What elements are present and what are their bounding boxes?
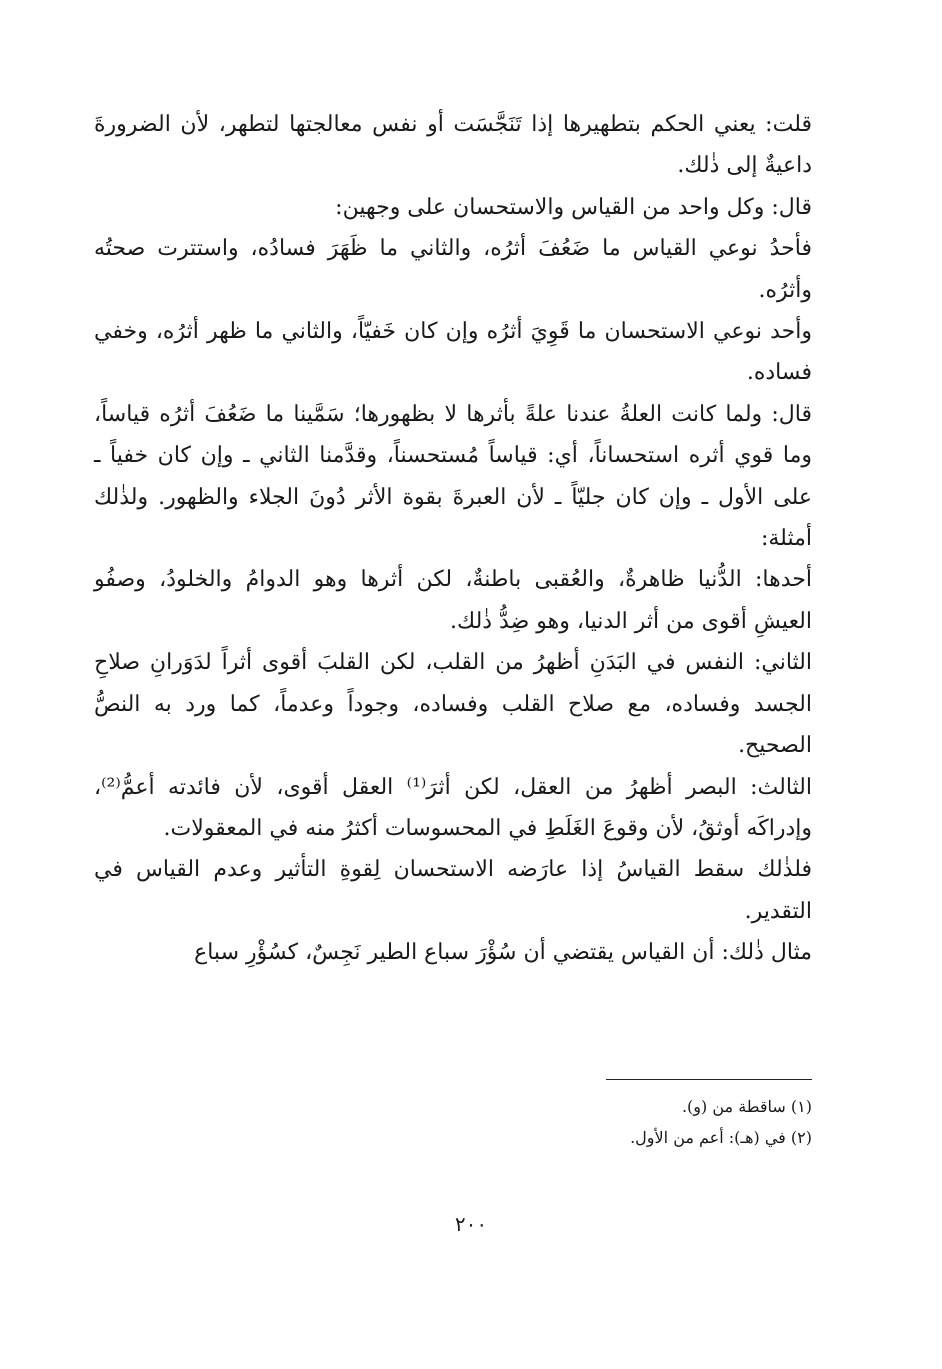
paragraph: وأحد نوعي الاستحسان ما قَوِيَ أثرُه وإن كان خَفيّاً، والثاني ما ظهر أثرُه، وخفي فساده. <box>94 319 812 386</box>
paragraph: قال: وكل واحد من القياس والاستحسان على وجهين: <box>335 194 812 220</box>
paragraph: الثاني: النفس في البَدَنِ أظهرُ من القلب، لكن القلبَ أقوى أثراً لدَوَرانِ صلاحِ الجسد وفساده، مع صلاح القلب وفساده، وجوداً وعدماً، كما ورد به النصُّ الصحيح. <box>94 650 812 759</box>
paragraph: قلت: يعني الحكم بتطهيرها إذا تَنَجَّسَت أو نفس معالجتها لتطهر، لأن الضرورةَ داعيةٌ إلى ذٰلك. <box>94 112 812 179</box>
page-number: ٢٠٠ <box>454 1212 488 1236</box>
footnote: (١) ساقطة من (و). <box>681 1097 812 1116</box>
paragraph: فأحدُ نوعي القياس ما ضَعُفَ أثرُه، والثاني ما ظَهَرَ فسادُه، واستترت صحتُه وأثرُه. <box>94 236 812 303</box>
footnotes <box>94 1091 812 1153</box>
main-text <box>94 104 812 974</box>
paragraph: قال: ولما كانت العلةُ عندنا علةً بأثرها لا بظهورها؛ سَمَّينا ما ضَعُفَ أثرُه قياساً، وما قوي أثره استحساناً، أي: قياساً مُستحسناً، وقدَّمنا الثاني ـ وإن كان خفياً ـ على الأول ـ وإن كان جليّاً ـ لأن العبرةَ بقوة الأثر دُونَ الجلاء والظهور. ولذٰلك أمثلة: <box>94 401 812 552</box>
paragraph: مثال ذٰلك: أن القياس يقتضي أن سُؤْرَ سباع الطير نَجِسٌ، كسُؤْرِ سباع <box>194 940 812 966</box>
footnote-separator <box>606 1079 812 1080</box>
paragraph: فلذٰلك سقط القياسُ إذا عارَضه الاستحسان لِقوةِ التأثير وعدم القياس في التقدير. <box>94 857 812 924</box>
footnote: (٢) في (هـ): أعم من الأول. <box>630 1128 812 1147</box>
paragraph: أحدها: الدُّنيا ظاهرةٌ، والعُقبى باطنةٌ، لكن أثرها وهو الدوامُ والخلودُ، وصفُو العيشِ أقوى من أثر الدنيا، وهو ضِدُّ ذٰلك. <box>94 567 812 634</box>
paragraph: الثالث: البصر أظهرُ من العقل، لكن أثرَ⁽¹⁾ العقل أقوى، لأن فائدته أعمُّ⁽²⁾، وإدراكَه أوثقُ، لأن وقوعَ الغَلَطِ في المحسوسات أكثرُ منه في المعقولات. <box>94 774 813 841</box>
